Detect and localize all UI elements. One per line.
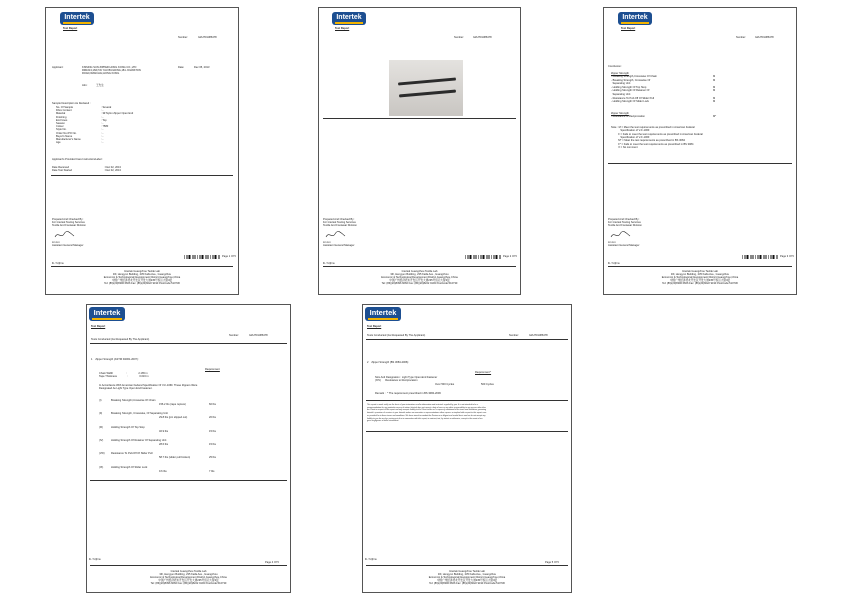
report-number: GZHT01386478 [249,334,268,337]
footer-line: Tel: (86)(20)8396 6666 Fax: (86)(20)8222 9193 PostCode:510730 [381,282,458,285]
number-label: Number: [229,334,239,337]
report-page-3 [603,7,797,295]
footer-line: 3/F, Hengyun Building, 235 Kaifa Ave., Guangzhou [112,273,172,276]
date-started-label: Date Test Started [52,169,72,172]
footer-line: Intertek Guangzhou Textile Lab [170,570,207,573]
sample-field-label: Order No./PO No. [56,131,77,135]
footer-line: Tel: (86)(20)8396 6666 Fax: (86)(20)8222 9193 PostCode:510730 [429,582,505,585]
test-report-label: Test Report [367,325,382,328]
test-number: (IV) [99,439,104,442]
spec-line: Designated As Light Type Open End Fastener. [99,387,153,390]
footer-line: Economic & Technological Development District,Guangzhou,China [103,276,181,279]
report-page-5 [362,304,572,593]
signature [610,230,632,240]
footer-line: 中国广州经济技术开发区开发大道235号恒运大厦3层 [436,579,498,582]
sample-field-label: End Uses [56,118,68,122]
signature [54,230,76,240]
barcode [465,255,501,259]
conclusion-item: - Holding Strength Of Top Stop [611,85,647,89]
prepared-by: Prepared And Checked By: [52,218,84,221]
footer-line: Economic & Technological Development District,Guangzhou,China [661,276,739,279]
applicant-line: ROAD,WANCHAI,HONG KONG [82,72,120,75]
footer-line: Economic & Technological Development District,Guangzhou,China [381,276,458,279]
test-requirement: 15 lbs [209,429,216,433]
sample-field-label: Buyer's Name [56,134,73,138]
test-number: (VIII) [99,452,105,455]
sample-photo [389,60,463,116]
footer-line: 中国广州经济技术开发区开发大道235号恒运大厦3层 [111,279,173,282]
number-label: Number: [509,334,519,337]
intertek-logo: Intertek [365,307,401,321]
sample-field-value: : - [101,138,104,141]
divider [90,343,287,344]
report-number: GZHT01386478 [529,334,548,337]
size-designation: Size And Designation : Light Type Open-End Fastener [375,376,438,379]
disclaimer-line: gross negligence or wilful misconduct. [367,420,399,423]
tests-header: Tests Conducted (As Requested By The Applicant) [367,334,426,337]
date-label: Date: [178,66,185,69]
page-number: Page 1 Of 5 [222,255,236,258]
applicant-line: RM1613,16/F,TAI YAU BUILDING,181 JOHNSTON [82,69,141,72]
page-number: Page 3 Of 5 [780,255,794,258]
initials: lb / hzjfms [52,262,64,265]
conclusion-item: - Resistance To Pull-Off Of Slider Pull [611,96,655,100]
conclusion-label: Conclusion: [608,65,622,68]
sample-field-label: Age [56,141,61,145]
chain-width: Chain Width : 2.165 in [99,372,148,375]
page-number: Page 5 Of 5 [545,561,559,564]
disclaimer-line: recommendation for any particular course of action. Intertek does not accept a duty of care or any other responsibility to any person other than [367,406,486,409]
sample-field-value: : - [101,134,104,138]
requirement-label: Requirement [205,368,220,371]
test-number: (II) [99,412,103,415]
sample-field-label: Manufacturer's Name [56,138,81,141]
conclusion-value: M [713,89,716,93]
test-report-label: Test Report [91,325,106,328]
date-received: : Dec 02, 2013 [104,166,121,169]
sample-field-value: : - [101,128,104,132]
conclusion-item: - Breaking Strength,Crosswise Of Chain [611,75,657,78]
test-name: (XIV) Resistance to Reciprocation [375,379,418,382]
section-title: 2 Zipper Strength (BS 3084-2006): [367,361,409,364]
sample-field-value: : - [101,141,104,145]
test-name: Holding Strength Of Slider Lock [111,466,148,469]
footer-line: Tel: (86)(20)8396 6666 Fax: (86)(20)8222 9193 PostCode:510730 [150,582,227,585]
conclusion-item: - Holding Strength Of Slider Lock [611,100,649,104]
divider [366,431,568,432]
date-received-label: Date Received [52,166,70,169]
number-label: Number: [736,36,746,39]
test-requirement: 15 lbs [209,442,216,446]
conclusion-value: M [713,78,716,82]
note-line: X = No comment [611,145,638,149]
zipper-sample [399,90,456,98]
sample-field-value: : - [101,109,104,113]
sample-field-label: Finishing [56,115,67,119]
divider [608,266,792,267]
sample-field-label: Fibre Content [56,109,72,113]
date-value: Dec 05, 2013 [194,66,210,69]
initials: lb / hzjfms [323,262,335,265]
prepared-by: Prepared And Checked By: [323,218,355,221]
test-result: 29.8 lbs (pin slipped out) [159,415,188,419]
sample-field-value: : 7580 [101,125,109,129]
remark: Remark : ^ The requirement prescribed in BS 3084-2006 [375,392,441,395]
test-name: Holding Strength Of Retainer Of Separating Unit [111,439,167,442]
conclusion-value: M [713,100,716,104]
sample-field-label: Colour [56,125,64,129]
applicant-line: KISSING SUN ZIPPER HONG KONG CO.,LTD [82,66,137,69]
disclaimer-line: as provided for in those terms and conditions. We have aimed to conduct the Review on a diligent and careful basis and we do not accept any [367,414,486,417]
test-number: (I) [99,399,102,402]
barcode [184,255,220,259]
note-line: Specification of V-F-106F [611,135,650,139]
footer-line: 3/F, Hengyun Building, 235 Kaifa Ave., Guangzhou [390,273,449,276]
sample-field-value: : - [101,122,104,125]
disclaimer-line: Intertek's provision of services to you. Intertek makes no warranties or representations either express or implied with respect to this report save [367,412,487,415]
test-name: Breaking Strength,Crosswise Of Chain [111,399,156,402]
disclaimer-line: This report is made solely on the basis of your instructions and/or information and materials supplied by you. It is not intended to be a [367,404,479,406]
note-line: Specification of V-F-106F [611,129,650,133]
conclusion-item: - Resistance to Reciprocation [611,115,645,118]
note-line: Note : M = Meet the test requirements as prescribed in American Federal [611,126,695,129]
date-started: : Dec 02, 2013 [104,169,121,172]
zipper-strength-label: Zipper Strength [611,112,629,115]
footer-line: Intertek Guangzhou Textile Lab [449,570,485,573]
divider [51,266,233,267]
conclusion-value: M [713,96,716,100]
disclaimer-line: the Client in respect of this report and only accepts liability to the Client insofar as is expressly contained in the terms and conditions governing [367,409,487,412]
zipper-sample [398,77,456,85]
conclusion-item: Separating Unit [611,82,631,86]
footer-line: 中国广州经济技术开发区开发大道235号恒运大厦3层 [669,279,731,282]
page-number: Page 4 Of 5 [265,561,279,564]
signer-name: Lin Lin [323,241,331,244]
barcode [742,255,778,259]
test-report-label: Test Report [63,27,78,30]
test-result: Over 500 Cycles [435,383,455,386]
signer-title: Assistant General Manager [52,244,84,247]
sample-field-value: : 3# Nylon Zipper Open End [101,112,134,116]
report-page-4 [86,304,291,593]
test-requirement: 60 lbs [209,402,216,406]
report-page-2 [318,7,521,295]
footer-line: Intertek Guangzhou Textile Lab [401,270,438,273]
attn-value: 王先生 [96,84,104,87]
sample-field-value: : - [101,115,104,119]
report-number: GZHT01386478 [473,36,492,39]
attn-label: Attn: [82,84,88,87]
sample-field-label: Style No. [56,128,67,132]
page-number: Page 2 Of 5 [503,255,517,258]
conclusion-item: - Breaking Strength, Crosswise Of [611,78,651,82]
note-line: M* = Meet the test requirements as prescribed in BS 3084 [611,139,685,143]
signer-name: Lin Lin [52,241,60,244]
footer-line: 3/F, Hengyun Building, 235 Kaifa Ave., Guangzhou [159,573,218,576]
initials: lb / hzjfms [365,558,377,561]
conclusion-item: - Holding Strength Of Retainer Of [611,89,650,93]
spec-line: In Accordance With American Federal Specification Of V-F-106F. These Zippers Were [99,384,198,387]
applicant-label: Applicant: [52,66,64,69]
sample-field-label: Material [56,112,66,116]
footer-line: Intertek Guangzhou Textile Lab [682,270,718,273]
sample-field-label: No. Of Sample [56,106,74,109]
report-page-1 [45,7,239,295]
sample-field-value: : Several [101,106,112,109]
disclaimer-line: liability to you for any loss arising out of or in connection with this report, in contract, tort, by statute or otherwise, except in the event of our [367,417,483,420]
prepared-by: Textile And Footwear Division [323,224,357,227]
prepared-by: For Intertek Testing Services [323,221,356,224]
intertek-logo: Intertek [332,12,366,25]
test-result: 28.6 lbs [159,442,169,446]
prepared-by: Prepared And Checked By: [608,218,640,221]
test-result: 58.7 lbs (slider pull broken) [159,455,191,459]
test-report-label: Test Report [621,27,636,30]
footer-line: 中国广州经济技术开发区开发大道235号恒运大厦3层 [158,579,219,582]
test-result: 46.9 lbs [159,429,169,433]
intertek-logo: Intertek [618,12,652,25]
note-line: F* = Fails to meet the test requirements as prescribed in BS 3084 [611,142,694,146]
divider [323,266,516,267]
divider [51,175,233,176]
test-name: Resistance To Pull-Off Of Slider Pull [111,452,153,455]
test-report-label: Test Report [335,27,350,30]
report-number: GZHT01386478 [198,36,217,39]
conclusion-value: M* [713,115,717,118]
divider [366,565,568,566]
footer-line: 3/F, Hengyun Building, 235 Kaifa Ave., Guangzhou [437,573,497,576]
note-line: F = Fails to meet the test requirements as prescribed in American Federal [611,132,703,136]
divider [366,400,568,401]
conclusion-item: Separating Unit [611,93,631,96]
zipper-strength-label: Zipper Strength [611,72,629,75]
test-number: (IX) [99,466,104,469]
signer-title: Assistant General Manager [608,244,640,247]
test-requirement: 7 lbs [209,469,215,473]
footer-line: Economic & Technological Development District,Guangzhou,China [428,576,506,579]
intertek-logo: Intertek [60,12,94,25]
test-requirement: 500 Cycles [481,383,494,386]
test-name: Holding Strength Of Top Stop [111,426,145,429]
prepared-by: For Intertek Testing Services [608,221,641,224]
footer-line: 3/F, Hengyun Building, 235 Kaifa Ave., Guangzhou [670,273,730,276]
signer-title: Assistant General Manager [323,244,355,247]
test-requirement: 20 lbs [209,415,216,419]
signer-name: Lin Lin [608,241,616,244]
test-result: 156.2 lbs (tape rupture) [159,402,186,406]
initials: lb / hzjfms [89,558,101,561]
sample-field-value: : - [101,131,104,135]
divider [366,339,568,340]
footer-line: Intertek Guangzhou Textile Lab [124,270,160,273]
section-title: 1 Zipper Strength (ASTM D2061-2007): [91,358,139,361]
footer-line: Tel: (86)(20)8396 6666 Fax: (86)(20)8222 9193 PostCode:510730 [104,282,180,285]
sample-field-value: : Top [101,118,107,122]
divider [608,163,792,164]
tape-thickness: Tape Thickness : 0.016 in [99,375,149,378]
test-result: 9.6 lbs [159,469,167,473]
footer-line: Economic & Technological Development District,Guangzhou,China [150,576,227,579]
test-requirement: 25 lbs [209,455,216,459]
sample-header: Sample Description As Declared : [52,102,91,105]
test-name: Breaking Strength, Crosswise, Of Separating Unit [111,412,168,415]
report-number: GZHT01386478 [755,36,774,39]
footer-line: 中国广州经济技术开发区开发大道235号恒运大厦3层 [389,279,450,282]
prepared-by: Textile And Footwear Division [608,224,642,227]
conclusion-value: M [713,75,716,78]
signature [325,230,347,240]
prepared-by: For Intertek Testing Services [52,221,85,224]
initials: lb / hzjfms [608,262,620,265]
intertek-logo: Intertek [89,307,125,321]
divider [323,118,516,119]
divider [90,565,287,566]
requirement-label: Requirement^ [475,371,492,374]
divider [90,480,287,481]
care-label: Applicant's Provided Care Instruction/Label : [52,158,103,161]
number-label: Number: [178,36,188,39]
test-number: (III) [99,426,103,429]
number-label: Number: [454,36,464,39]
footer-line: Tel: (86)(20)8396 6666 Fax: (86)(20)8222 9193 PostCode:510730 [662,282,738,285]
prepared-by: Textile And Footwear Division [52,224,86,227]
tests-header: Tests Conducted (As Requested By The Applicant) [91,338,150,341]
conclusion-value: M [713,85,716,89]
sample-field-label: Season [56,122,65,125]
